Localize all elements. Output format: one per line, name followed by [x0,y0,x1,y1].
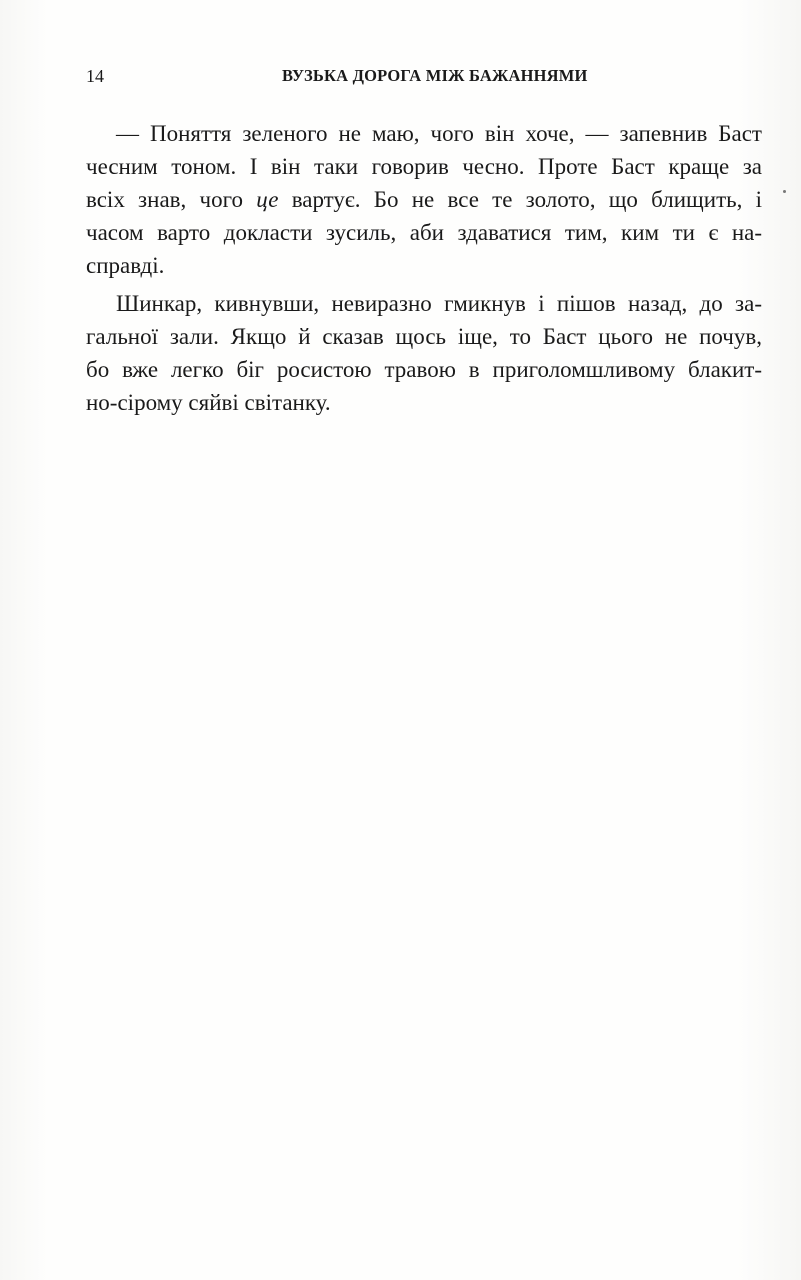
text-line: но-сірому сяйві світанку. [86,390,331,415]
body-text [86,117,762,419]
text-line: часом варто докласти зусиль, аби здаватися тим, ким ти є на- [86,220,762,245]
running-head [86,64,762,88]
running-title: ВУЗЬКА ДОРОГА МІЖ БАЖАННЯМИ [282,66,588,85]
print-speck [783,190,786,193]
emphasized-word: це [256,187,279,212]
text-line: справді. [86,253,165,278]
text-line: Шинкар, кивнувши, невиразно гмикнув і пішов назад, до за- [116,291,762,316]
paragraph-2 [86,287,762,419]
text-line: — Поняття зеленого не маю, чого він хоче, — запевнив Баст [116,121,762,146]
text-line: бо вже легко біг росистою травою в приголомшливому блакит- [86,357,762,382]
text-run: всіх знав, чого [86,187,257,212]
text-line: чесним тоном. І він таки говорив чесно. Проте Баст краще за [86,154,762,179]
paragraph-1 [86,117,762,282]
text-line: гальної зали. Якщо й сказав щось іще, то Баст цього не почув, [86,324,762,349]
text-line [86,183,762,216]
page-number: 14 [86,66,104,86]
text-run: вартує. Бо не все те золото, що блищить, і [278,187,762,212]
